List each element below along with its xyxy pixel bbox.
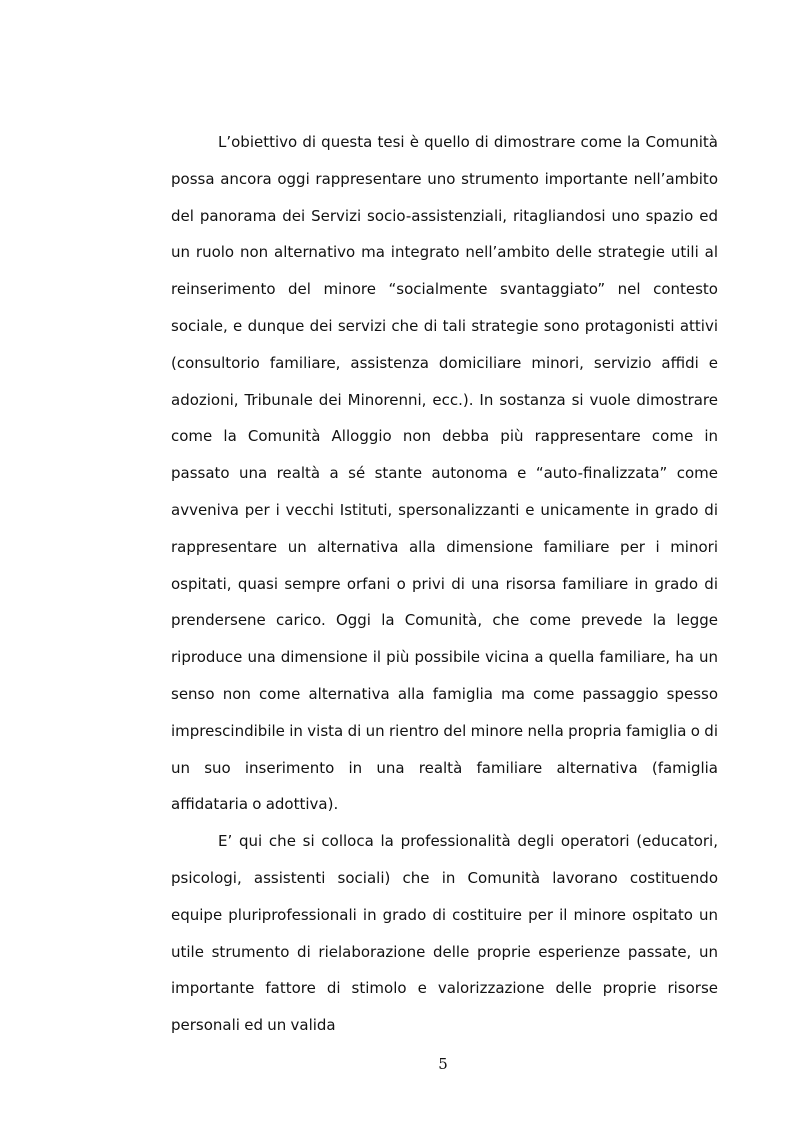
page-number: 5 — [438, 1055, 448, 1073]
body-text — [171, 124, 718, 1044]
paragraph-objective: L’obiettivo di questa tesi è quello di dimostrare come la Comunità possa ancora oggi rappresentare uno strumento importante nell’ambito del panorama dei Servizi socio-assistenziali, ritagliandosi uno spazio ed un ruolo non alternativo ma integrato nell’ambito delle strategie utili al reinserimento del minore “socialmente svantaggiato” nel contesto sociale, e dunque dei servizi che di tali strategie sono protagonisti attivi (consultorio familiare, assistenza domiciliare minori, servizio affidi e adozioni, Tribunale dei Minorenni, ecc.). In sostanza si vuole dimostrare come la Comunità Alloggio non debba più rappresentare come in passato una realtà a sé stante autonoma e “auto-finalizzata” come avveniva per i vecchi Istituti, spersonalizzanti e unicamente in grado di rappresentare un alternativa alla dimensione familiare per i minori ospitati, quasi sempre orfani o privi di una risorsa familiare in grado di prendersene carico. Oggi la Comunità, che come prevede la legge riproduce una dimensione il più possibile vicina a quella familiare, ha un senso non come alternativa alla famiglia ma come passaggio spesso imprescindibile in vista di un rientro del minore nella propria famiglia o di un suo inserimento in una realtà familiare alternativa (famiglia affidataria o adottiva). — [171, 133, 718, 814]
paragraph-professionals: E’ qui che si colloca la professionalità degli operatori (educatori, psicologi, assistenti sociali) che in Comunità lavorano costituendo equipe pluriprofessionali in grado di costituire per il minore ospitato un utile strumento di rielaborazione delle proprie esperienze passate, un importante fattore di stimolo e valorizzazione delle proprie risorse personali ed un valida — [171, 832, 718, 1035]
